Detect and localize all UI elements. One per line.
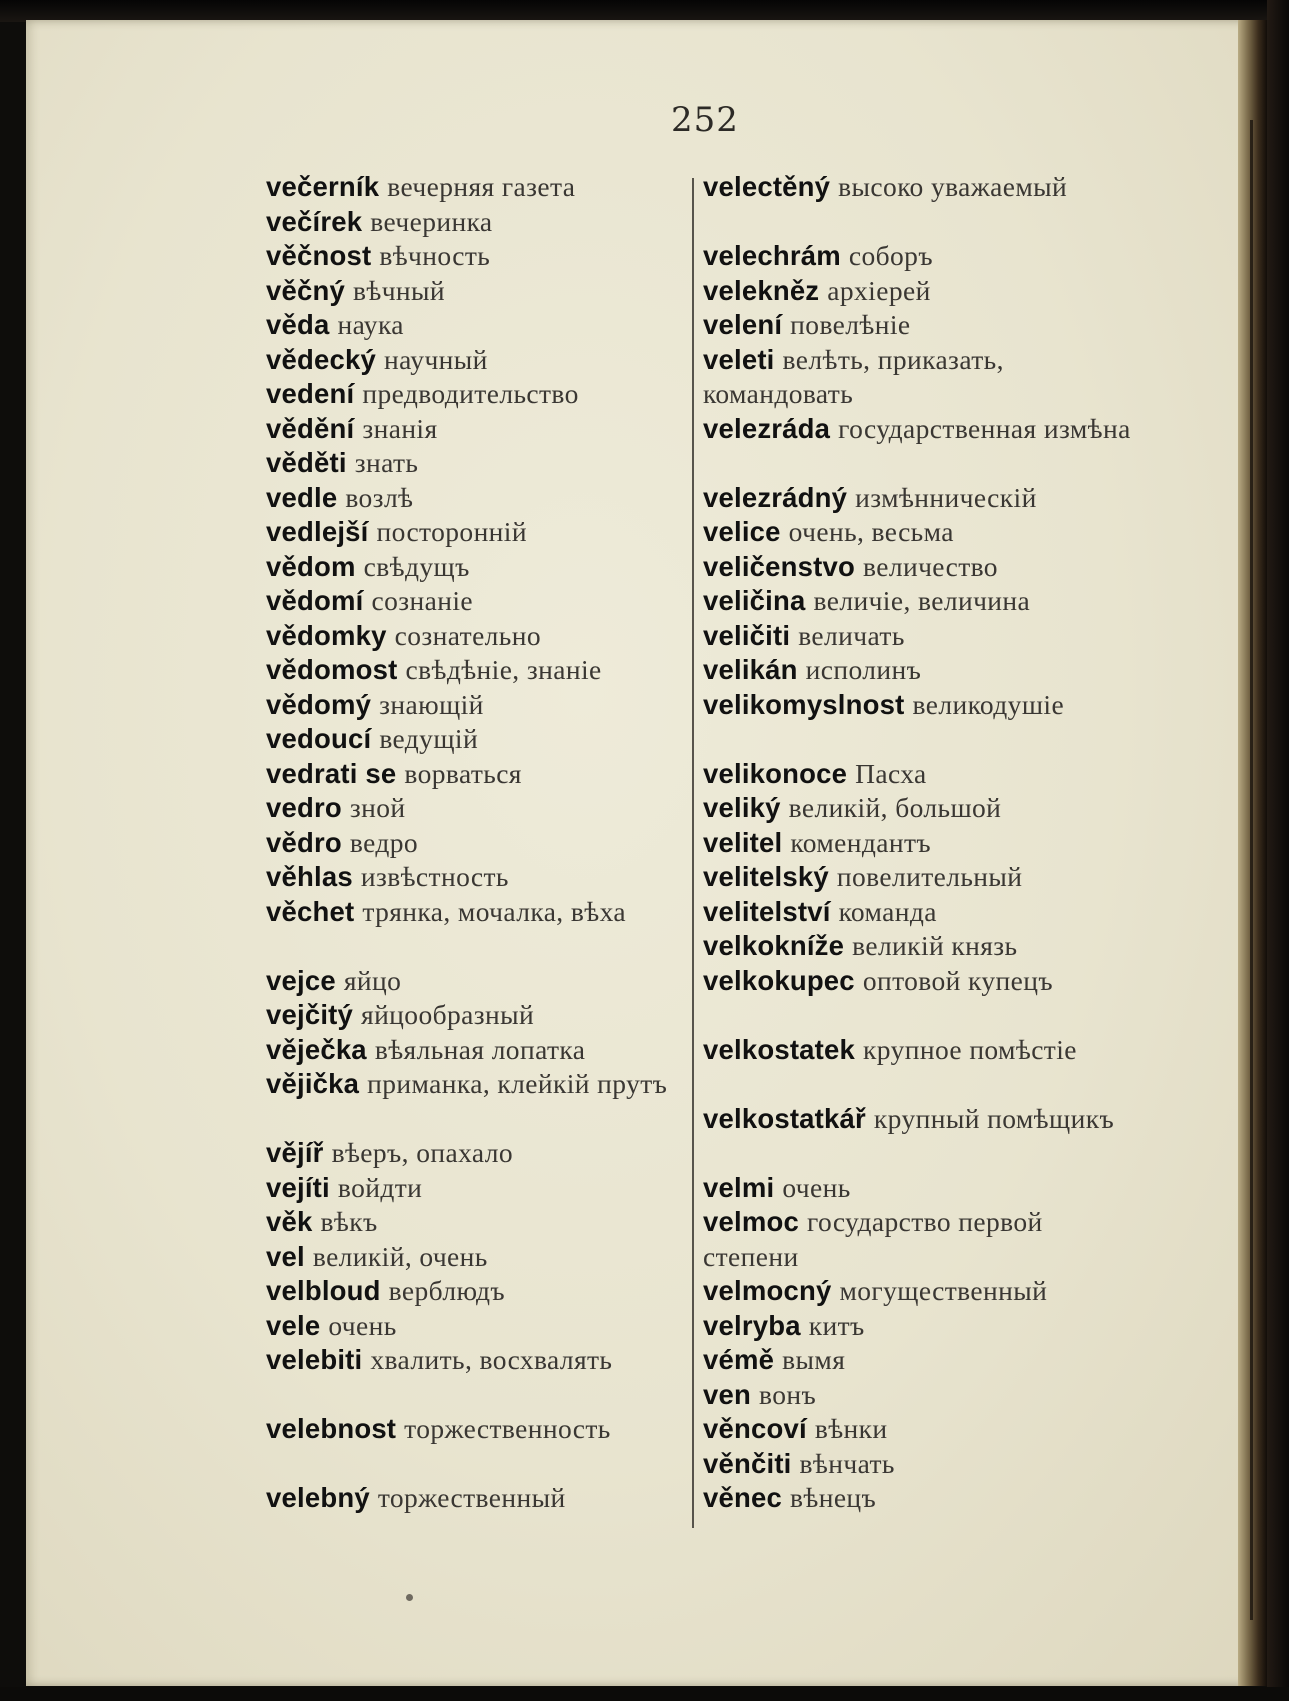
scan-bottom-edge bbox=[0, 1687, 1289, 1701]
dictionary-entry bbox=[266, 826, 684, 861]
entry-definition: ворваться bbox=[404, 757, 522, 789]
entry-headword: velikonoce bbox=[703, 757, 848, 789]
entry-definition: зной bbox=[349, 792, 406, 823]
entry-headword: vějíř bbox=[266, 1137, 324, 1168]
entry-headword: vele bbox=[266, 1309, 321, 1341]
dictionary-entry bbox=[266, 1240, 684, 1275]
entry-headword: velechrám bbox=[703, 240, 841, 271]
entry-definition: оптовой купецъ bbox=[862, 964, 1054, 996]
entry-definition: велѣть, приказать, командовать bbox=[703, 343, 1004, 409]
entry-headword: vejčitý bbox=[266, 999, 354, 1030]
page-number: 252 bbox=[671, 100, 739, 140]
entry-headword: velikán bbox=[703, 654, 798, 685]
dictionary-entry bbox=[703, 584, 1133, 619]
entry-headword: vědom bbox=[266, 550, 356, 582]
entry-headword: věnčiti bbox=[703, 1447, 792, 1479]
entry-headword: věk bbox=[266, 1206, 313, 1237]
entry-definition: величіе, величина bbox=[813, 585, 1031, 616]
entry-definition: свѣдущъ bbox=[363, 550, 470, 582]
entry-headword: věhlas bbox=[266, 861, 353, 892]
ink-speck bbox=[406, 1594, 413, 1601]
entry-definition: вѣнчать bbox=[799, 1447, 895, 1479]
entry-headword: vejce bbox=[266, 964, 336, 996]
dictionary-entry bbox=[266, 170, 684, 205]
dictionary-entry bbox=[266, 274, 684, 309]
entry-definition: повелительный bbox=[836, 861, 1023, 892]
entry-headword: věčný bbox=[266, 274, 345, 306]
entry-headword: velmocný bbox=[703, 1275, 832, 1306]
entry-definition: Пасха bbox=[855, 757, 927, 789]
dictionary-entry bbox=[266, 308, 684, 343]
entry-definition: измѣнническій bbox=[855, 481, 1037, 513]
dictionary-entry bbox=[703, 1171, 1133, 1206]
dictionary-entry bbox=[266, 550, 684, 585]
entry-definition: великій, очень bbox=[312, 1240, 488, 1272]
entry-definition: торжественность bbox=[404, 1413, 611, 1444]
entry-definition: вечеринка bbox=[370, 205, 493, 237]
entry-definition: свѣдѣніе, знаніе bbox=[405, 654, 602, 685]
entry-headword: věchet bbox=[266, 895, 355, 927]
dictionary-entry bbox=[266, 688, 684, 723]
entry-definition: вѣкъ bbox=[320, 1206, 378, 1237]
entry-headword: velebiti bbox=[266, 1344, 363, 1375]
scan-top-edge bbox=[0, 0, 1289, 22]
entry-headword: veleti bbox=[703, 343, 775, 375]
entry-headword: veličenstvo bbox=[703, 550, 855, 582]
dictionary-entry bbox=[266, 1412, 684, 1481]
dictionary-entry bbox=[703, 481, 1133, 516]
entry-definition: вѣеръ, опахало bbox=[331, 1137, 514, 1168]
entry-definition: вѣяльная лопатка bbox=[374, 1033, 586, 1065]
dictionary-entry bbox=[703, 550, 1133, 585]
dictionary-entry bbox=[266, 1033, 684, 1068]
entry-definition: яйцо bbox=[343, 964, 402, 996]
entry-headword: vědomost bbox=[266, 654, 398, 685]
entry-definition: яйцообразный bbox=[361, 999, 535, 1030]
entry-headword: velekněz bbox=[703, 274, 820, 306]
dictionary-entry bbox=[266, 515, 684, 550]
dictionary-entry bbox=[703, 791, 1133, 826]
entry-headword: večerník bbox=[266, 171, 380, 202]
dictionary-entry bbox=[266, 722, 684, 757]
entry-definition: архіерей bbox=[827, 274, 931, 306]
entry-definition: посторонній bbox=[376, 516, 527, 547]
entry-headword: veličina bbox=[703, 585, 806, 616]
entry-headword: vedrati se bbox=[266, 757, 397, 789]
entry-definition: войдти bbox=[337, 1171, 423, 1203]
entry-definition: знающій bbox=[379, 688, 484, 720]
entry-headword: velkostatkář bbox=[703, 1102, 866, 1134]
entry-definition: предводительство bbox=[362, 378, 579, 409]
dictionary-entry bbox=[266, 377, 684, 412]
dictionary-entry bbox=[703, 170, 1133, 239]
entry-definition: знать bbox=[354, 447, 419, 478]
entry-definition: вечерняя газета bbox=[387, 171, 576, 202]
entry-definition: наука bbox=[337, 309, 404, 340]
entry-headword: vějička bbox=[266, 1068, 360, 1099]
entry-definition: вѣнки bbox=[814, 1413, 888, 1444]
entry-headword: vědecký bbox=[266, 343, 376, 375]
entry-headword: velectěný bbox=[703, 171, 831, 202]
entry-definition: вонъ bbox=[759, 1378, 817, 1410]
dictionary-entry bbox=[266, 860, 684, 895]
entry-headword: vedoucí bbox=[266, 723, 372, 754]
entry-definition: могущественный bbox=[839, 1275, 1048, 1306]
entry-headword: vedlejší bbox=[266, 516, 369, 547]
dictionary-entry bbox=[266, 1481, 684, 1516]
entry-definition: возлѣ bbox=[345, 481, 414, 513]
dictionary-entry bbox=[266, 1067, 684, 1136]
entry-definition: вѣнецъ bbox=[789, 1482, 877, 1513]
entry-headword: ven bbox=[703, 1378, 751, 1410]
entry-definition: сознаніе bbox=[371, 585, 473, 616]
dictionary-entry bbox=[266, 998, 684, 1033]
right-column bbox=[703, 170, 1133, 1516]
entry-definition: крупный помѣщикъ bbox=[873, 1102, 1115, 1134]
entry-definition: сознательно bbox=[394, 619, 542, 651]
dictionary-entry bbox=[703, 308, 1133, 343]
dictionary-entry bbox=[266, 584, 684, 619]
entry-definition: повелѣніе bbox=[790, 309, 911, 340]
entry-definition: великій, большой bbox=[788, 792, 1002, 823]
entry-headword: velitelský bbox=[703, 861, 829, 892]
dictionary-entry bbox=[703, 1481, 1133, 1516]
dictionary-entry bbox=[266, 964, 684, 999]
entry-headword: velebný bbox=[266, 1482, 370, 1513]
entry-definition: торжественный bbox=[377, 1482, 566, 1513]
entry-headword: velitelství bbox=[703, 895, 831, 927]
entry-headword: veliký bbox=[703, 792, 781, 823]
dictionary-entry bbox=[703, 929, 1133, 964]
dictionary-entry bbox=[266, 343, 684, 378]
entry-headword: vědomý bbox=[266, 688, 372, 720]
entry-definition: знанія bbox=[362, 412, 438, 444]
entry-headword: večírek bbox=[266, 205, 363, 237]
entry-headword: velitel bbox=[703, 826, 783, 858]
entry-headword: věčnost bbox=[266, 240, 372, 271]
entry-headword: velikomyslnost bbox=[703, 688, 905, 720]
dictionary-entry bbox=[703, 1274, 1133, 1309]
entry-headword: věděti bbox=[266, 447, 347, 478]
entry-definition: высоко уважаемый bbox=[838, 171, 1068, 202]
entry-headword: vědomky bbox=[266, 619, 387, 651]
dictionary-entry bbox=[266, 446, 684, 481]
entry-headword: vedro bbox=[266, 792, 342, 823]
entry-definition: великодушіе bbox=[912, 688, 1065, 720]
entry-definition: соборъ bbox=[848, 240, 933, 271]
entry-headword: veličiti bbox=[703, 619, 791, 651]
entry-definition: приманка, клейкій прутъ bbox=[367, 1068, 668, 1099]
entry-headword: velmi bbox=[703, 1171, 775, 1203]
dictionary-entry bbox=[703, 826, 1133, 861]
entry-headword: vědro bbox=[266, 826, 342, 858]
entry-headword: velmoc bbox=[703, 1206, 799, 1237]
dictionary-entry bbox=[703, 860, 1133, 895]
entry-definition: величать bbox=[798, 619, 905, 651]
column-divider-rule bbox=[692, 178, 694, 1528]
entry-definition: хвалить, восхвалять bbox=[370, 1344, 613, 1375]
dictionary-entry bbox=[266, 1274, 684, 1309]
entry-headword: velebnost bbox=[266, 1413, 397, 1444]
entry-definition: вѣчный bbox=[352, 274, 446, 306]
dictionary-entry bbox=[266, 412, 684, 447]
dictionary-entry bbox=[703, 653, 1133, 688]
scan-right-edge bbox=[1267, 0, 1289, 1701]
dictionary-entry bbox=[266, 653, 684, 688]
entry-headword: vědění bbox=[266, 412, 355, 444]
entry-headword: věda bbox=[266, 309, 330, 340]
dictionary-entry bbox=[703, 1033, 1133, 1102]
entry-definition: крупное помѣстіе bbox=[863, 1033, 1077, 1065]
dictionary-entry bbox=[703, 274, 1133, 309]
entry-headword: velkostatek bbox=[703, 1033, 856, 1065]
entry-definition: очень bbox=[782, 1171, 851, 1203]
entry-definition: комендантъ bbox=[790, 826, 932, 858]
entry-definition: научный bbox=[383, 343, 488, 375]
dictionary-entry bbox=[703, 1412, 1133, 1447]
dictionary-entry bbox=[266, 1205, 684, 1240]
entry-definition: величество bbox=[863, 550, 998, 582]
entry-headword: velbloud bbox=[266, 1275, 381, 1306]
gutter-shadow-line bbox=[1250, 120, 1253, 1620]
dictionary-entry bbox=[703, 688, 1133, 757]
dictionary-entry bbox=[703, 757, 1133, 792]
entry-definition: очень bbox=[328, 1309, 397, 1341]
entry-definition: исполинъ bbox=[805, 654, 922, 685]
entry-headword: věnec bbox=[703, 1482, 782, 1513]
dictionary-entry bbox=[266, 757, 684, 792]
dictionary-entry bbox=[703, 343, 1133, 412]
dictionary-entry bbox=[266, 239, 684, 274]
entry-definition: верблюдъ bbox=[388, 1275, 506, 1306]
entry-headword: velryba bbox=[703, 1309, 801, 1341]
dictionary-entry bbox=[266, 791, 684, 826]
left-column bbox=[266, 170, 684, 1516]
dictionary-entry bbox=[703, 964, 1133, 1033]
dictionary-entry bbox=[703, 1309, 1133, 1344]
entry-headword: vel bbox=[266, 1240, 305, 1272]
dictionary-entry bbox=[266, 1309, 684, 1344]
dictionary-entry bbox=[703, 1343, 1133, 1378]
entry-headword: vědomí bbox=[266, 585, 364, 616]
entry-headword: vedení bbox=[266, 378, 355, 409]
dictionary-entry bbox=[266, 1343, 684, 1412]
entry-definition: великій князь bbox=[852, 930, 1018, 961]
entry-definition: извѣстность bbox=[360, 861, 509, 892]
entry-definition: трянка, мочалка, вѣха bbox=[362, 895, 626, 927]
entry-headword: velezráda bbox=[703, 412, 831, 444]
dictionary-entry bbox=[266, 895, 684, 964]
dictionary-entry bbox=[703, 895, 1133, 930]
entry-headword: věječka bbox=[266, 1033, 367, 1065]
dictionary-entry bbox=[266, 205, 684, 240]
dictionary-entry bbox=[703, 239, 1133, 274]
entry-definition: очень, весьма bbox=[788, 516, 954, 547]
entry-headword: vejíti bbox=[266, 1171, 330, 1203]
entry-definition: вѣчность bbox=[379, 240, 491, 271]
dictionary-entry bbox=[703, 619, 1133, 654]
entry-headword: věncoví bbox=[703, 1413, 807, 1444]
entry-headword: velezrádný bbox=[703, 481, 848, 513]
entry-definition: ведро bbox=[349, 826, 419, 858]
entry-definition: команда bbox=[838, 895, 937, 927]
entry-definition: вымя bbox=[782, 1344, 846, 1375]
entry-headword: velkokupec bbox=[703, 964, 855, 996]
dictionary-entry bbox=[266, 1136, 684, 1171]
dictionary-entry bbox=[703, 412, 1133, 481]
entry-headword: velkokníže bbox=[703, 930, 845, 961]
dictionary-entry bbox=[703, 515, 1133, 550]
dictionary-entry bbox=[266, 1171, 684, 1206]
entry-headword: velení bbox=[703, 309, 783, 340]
dictionary-entry bbox=[703, 1447, 1133, 1482]
entry-headword: vedle bbox=[266, 481, 338, 513]
entry-headword: vémě bbox=[703, 1344, 775, 1375]
entry-definition: китъ bbox=[808, 1309, 865, 1341]
entry-definition: государственная измѣна bbox=[838, 412, 1131, 444]
dictionary-entry bbox=[266, 619, 684, 654]
dictionary-entry bbox=[266, 481, 684, 516]
dictionary-entry bbox=[703, 1205, 1133, 1274]
entry-headword: velice bbox=[703, 516, 781, 547]
dictionary-entry bbox=[703, 1378, 1133, 1413]
dictionary-entry bbox=[703, 1102, 1133, 1171]
entry-definition: ведущій bbox=[379, 723, 479, 754]
entry-definition: государство первой степени bbox=[703, 1206, 1043, 1272]
